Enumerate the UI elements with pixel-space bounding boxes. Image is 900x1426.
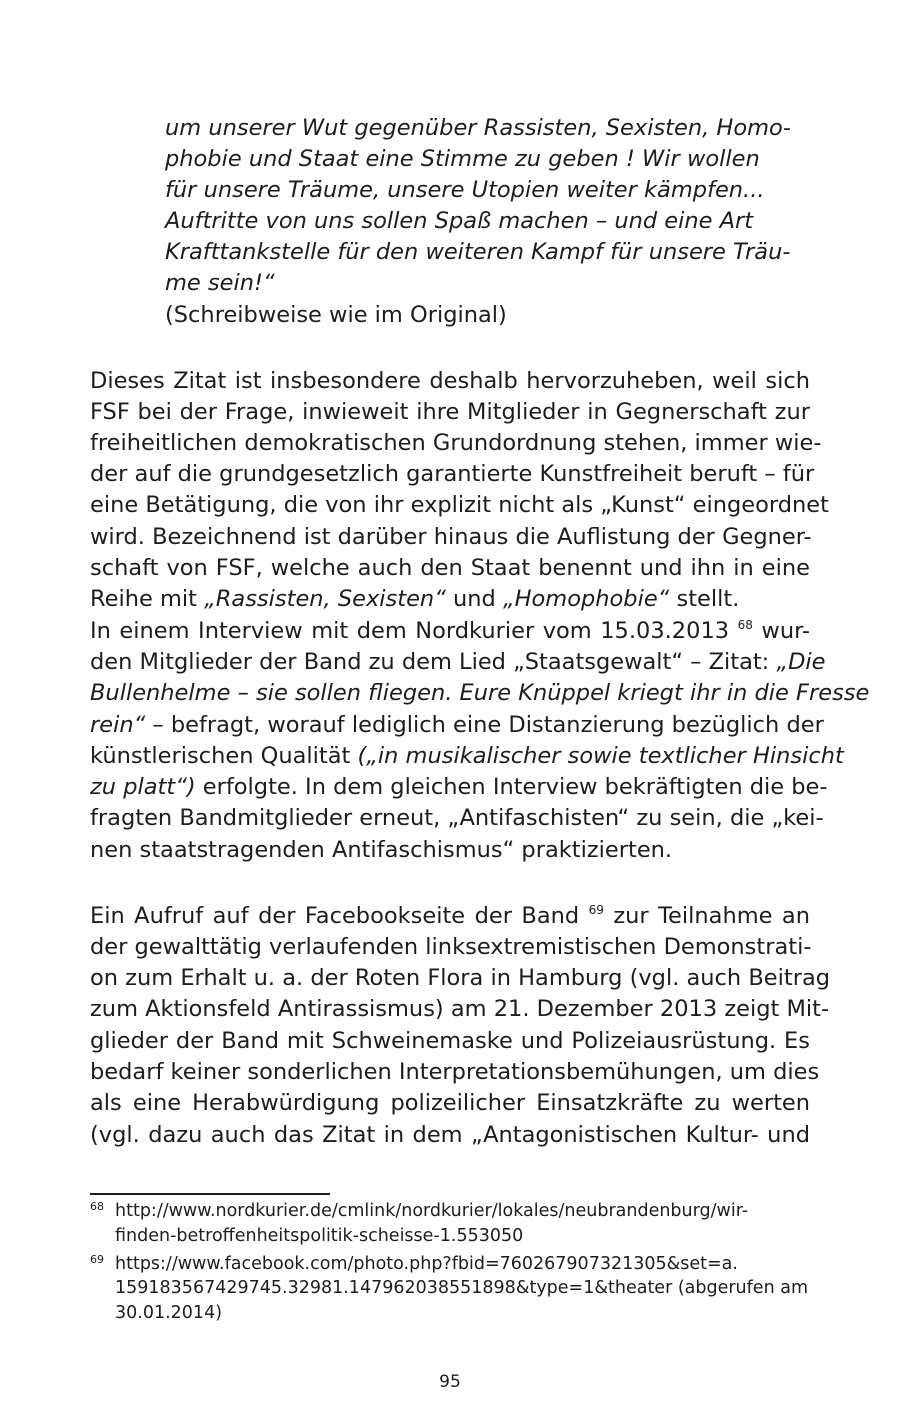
text-line: Ein Aufruf auf der Facebookseite der Band $^{69}$ zur Teilnahme an	[90, 903, 810, 929]
footnote-link[interactable]: https://www.facebook.com/photo.php?fbid=760267907321305&set=a.	[115, 1254, 738, 1274]
text-line: den Mitglieder der Band zu dem Lied „Staatsgewalt“ – Zitat: „Die	[90, 649, 826, 675]
quote-line: phobie und Staat eine Stimme zu geben ! Wir wollen	[165, 146, 760, 172]
text-line: glieder der Band mit Schweinemaske und Polizeiausrüstung. Es	[90, 1028, 810, 1054]
text-line: der gewalttätig verlaufenden linksextremistischen Demonstrati-	[90, 934, 812, 960]
text-line: freiheitlichen demokratischen Grundordnung stehen, immer wie-	[90, 430, 822, 456]
text-line: Reihe mit „Rassisten, Sexisten“ und „Homophobie“ stellt.	[90, 586, 740, 612]
text-line: zu platt“) erfolgte. In dem gleichen Interview bekräftigten die be-	[90, 774, 828, 800]
footnote-link[interactable]: 159183567429745.32981.147962038551898&type=1&theater (abgerufen am	[115, 1278, 809, 1298]
text-line: nen staatstragenden Antifaschismus“ praktizierten.	[90, 837, 673, 863]
quote-note: (Schreibweise wie im Original)	[165, 302, 507, 328]
footnote-ref[interactable]: 69	[588, 903, 604, 917]
text-line: Bullenhelme – sie sollen fliegen. Eure Knüppel kriegt ihr in die Fresse	[90, 680, 870, 706]
footnote-number: 69	[90, 1253, 104, 1266]
footnote-text: 30.01.2014)	[115, 1303, 223, 1323]
text-line: schaft von FSF, welche auch den Staat benennt und ihn in eine	[90, 555, 810, 581]
footnote-link[interactable]: http://www.nordkurier.de/cmlink/nordkurier/lokales/neubrandenburg/wir-	[115, 1201, 749, 1221]
text-line: als eine Herabwürdigung polizeilicher Einsatzkräfte zu werten	[90, 1090, 810, 1116]
quote-line: Krafttankstelle für den weiteren Kampf für unsere Träu-	[165, 239, 791, 265]
text-line: FSF bei der Frage, inwieweit ihre Mitglieder in Gegnerschaft zur	[90, 399, 810, 425]
text-line: wird. Bezeichnend ist darüber hinaus die Auflistung der Gegner-	[90, 524, 812, 550]
text-line: zum Aktionsfeld Antirassismus) am 21. Dezember 2013 zeigt Mit-	[90, 996, 830, 1022]
text-line: bedarf keiner sonderlichen Interpretationsbemühungen, um dies	[90, 1059, 820, 1085]
quote-line: me sein!“	[165, 270, 275, 296]
text-line: künstlerischen Qualität („in musikalischer sowie textlicher Hinsicht	[90, 743, 844, 769]
text-line: fragten Bandmitglieder erneut, „Antifaschisten“ zu sein, die „kei-	[90, 805, 824, 831]
text-line: eine Betätigung, die von ihr explizit nicht als „Kunst“ eingeordnet	[90, 492, 829, 518]
text-line: rein“ – befragt, worauf lediglich eine Distanzierung bezüglich der	[90, 712, 824, 738]
footnote-link[interactable]: finden-betroffenheitspolitik-scheisse-1.553050	[115, 1226, 524, 1246]
footnote-number: 68	[90, 1200, 104, 1213]
footnote-ref[interactable]: 68	[737, 618, 753, 632]
text-line: der auf die grundgesetzlich garantierte Kunstfreiheit beruft – für	[90, 461, 815, 487]
page-number: 95	[439, 1372, 461, 1392]
quote-line: Auftritte von uns sollen Spaß machen – und eine Art	[165, 208, 754, 234]
footnote-divider	[90, 1193, 330, 1195]
quote-line: für unsere Träume, unsere Utopien weiter kämpfen...	[165, 177, 765, 203]
text-line: In einem Interview mit dem Nordkurier vom 15.03.2013 $^{68}$ wur-	[90, 618, 811, 644]
text-line: (vgl. dazu auch das Zitat in dem „Antagonistischen Kultur- und	[90, 1122, 810, 1148]
text-line: Dieses Zitat ist insbesondere deshalb hervorzuheben, weil sich	[90, 368, 810, 394]
text-line: on zum Erhalt u. a. der Roten Flora in Hamburg (vgl. auch Beitrag	[90, 965, 831, 991]
quote-line: um unserer Wut gegenüber Rassisten, Sexisten, Homo-	[165, 115, 791, 141]
